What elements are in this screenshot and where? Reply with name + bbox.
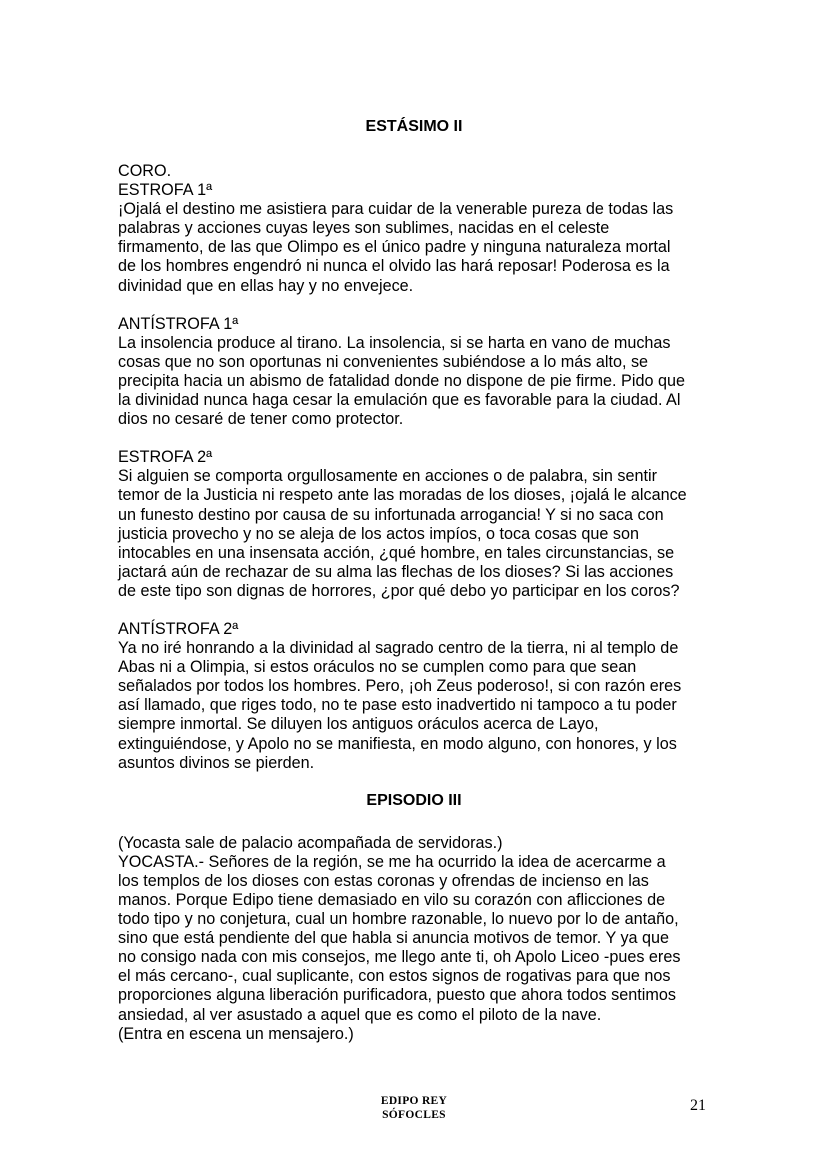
dialogue-line: sino que está pendiente del que habla si anuncia motivos de temor. Y ya que: [118, 929, 670, 948]
dialogue-line: los templos de los dioses con estas coronas y ofrendas de incienso en las: [118, 871, 649, 890]
dialogue-line: proporciones alguna liberación purificadora, puesto que ahora todos sentimos: [118, 986, 676, 1005]
stanza-line: de los hombres engendró ni nunca el olvido las hará reposar! Poderosa es la: [118, 257, 670, 276]
stanza-line: la divinidad nunca haga cesar la emulación que es favorable para la ciudad. Al: [118, 391, 681, 410]
stage-direction: (Entra en escena un mensajero.): [118, 1024, 354, 1043]
stanza-line: divinidad que en ellas hay y no envejece.: [118, 276, 414, 295]
footer-author: SÓFOCLES: [382, 1109, 446, 1121]
stanza-line: firmamento, de las que Olimpo es el único padre y ninguna naturaleza mortal: [118, 238, 671, 257]
stanza-line: dios no cesaré de tener como protector.: [118, 410, 404, 429]
stanza-line: jactará aún de rechazar de su alma las flechas de los dioses? Si las acciones: [118, 562, 674, 581]
stanza-antistrofa-2: [118, 620, 710, 773]
stanza-line: siempre inmortal. Se diluyen los antiguos oráculos acerca de Layo,: [118, 715, 599, 734]
stanza-line: Si alguien se comporta orgullosamente en acciones o de palabra, sin sentir: [118, 467, 658, 486]
stanza-line: Abas ni a Olimpia, si estos oráculos no se cumplen como para que sean: [118, 658, 637, 677]
dialogue-line: YOCASTA.- Señores de la región, se me ha ocurrido la idea de acercarme a: [118, 852, 666, 871]
stanza-line: precipita hacia un abismo de fatalidad donde no dispone de pie firme. Pido que: [118, 371, 685, 390]
stanza-antistrofa-1: [118, 315, 710, 430]
stanza-label: ESTROFA 1ª: [118, 181, 213, 200]
page-number: 21: [690, 1097, 706, 1114]
dialogue-line: el más cercano-, cual suplicante, con estos signos de rogativas para que nos: [118, 967, 671, 986]
stanza-label: ESTROFA 2ª: [118, 448, 213, 467]
stanza-line: asuntos divinos se pierden.: [118, 753, 315, 772]
stanza-line: señalados por todos los hombres. Pero, ¡oh Zeus poderoso!, si con razón eres: [118, 677, 682, 696]
stanza-line: cosas que no son oportunas ni convenientes subiéndose a lo más alto, se: [118, 352, 649, 371]
footer-title: EDIPO REY: [380, 1095, 448, 1107]
stage-direction: (Yocasta sale de palacio acompañada de servidoras.): [118, 833, 503, 852]
stanza-line: intocables en una insensata acción, ¿qué hombre, en tales circunstancias, se: [118, 543, 675, 562]
speaker-label: CORO.: [118, 162, 172, 180]
stanza-line: Ya no iré honrando a la divinidad al sagrado centro de la tierra, ni al templo de: [118, 639, 679, 658]
chorus-intro: [118, 162, 710, 296]
stanza-line: extinguiéndose, y Apolo no se manifiesta, en modo alguno, con honores, y los: [118, 734, 677, 753]
dialogue-line: no consigo nada con mis consejos, me llego ante ti, oh Apolo Liceo -pues eres: [118, 948, 681, 967]
episodio-text: [118, 834, 710, 1044]
dialogue-line: todo tipo y no conjetura, cual un hombre razonable, lo nuevo por lo de antaño,: [118, 910, 679, 929]
stanza-line: de este tipo son dignas de horrores, ¿por qué debo yo participar en los coros?: [118, 581, 680, 600]
stanza-line: un funesto destino por causa de su infortunada arrogancia! Y si no saca con: [118, 505, 664, 524]
stanza-estrofa-2: [118, 448, 710, 601]
stanza-label: ANTÍSTROFA 1ª: [118, 314, 239, 333]
stanza-line: justicia provecho y no se aleja de los actos impíos, o toca cosas que son: [118, 524, 639, 543]
stanza-line: así llamado, que riges todo, no te pase esto inadvertido ni tampoco a tu poder: [118, 696, 677, 715]
document-page: [118, 118, 710, 1044]
dialogue-line: ansiedad, al ver asustado a aquel que es como el piloto de la nave.: [118, 1005, 602, 1024]
stanza-line: ¡Ojalá el destino me asistiera para cuidar de la venerable pureza de todas las: [118, 200, 674, 219]
stanza-label: ANTÍSTROFA 2ª: [118, 619, 239, 638]
section-heading-episodio: EPISODIO III: [366, 791, 462, 809]
stanza-line: temor de la Justicia ni respeto ante las moradas de los dioses, ¡ojalá le alcance: [118, 486, 687, 505]
stanza-line: La insolencia produce al tirano. La insolencia, si se harta en vano de muchas: [118, 333, 671, 352]
dialogue-line: manos. Porque Edipo tiene demasiado en vilo su corazón con aflicciones de: [118, 891, 666, 909]
stanza-line: palabras y acciones cuyas leyes son sublimes, nacidas en el celeste: [118, 219, 610, 238]
section-heading-estasimo: ESTÁSIMO II: [365, 118, 463, 135]
